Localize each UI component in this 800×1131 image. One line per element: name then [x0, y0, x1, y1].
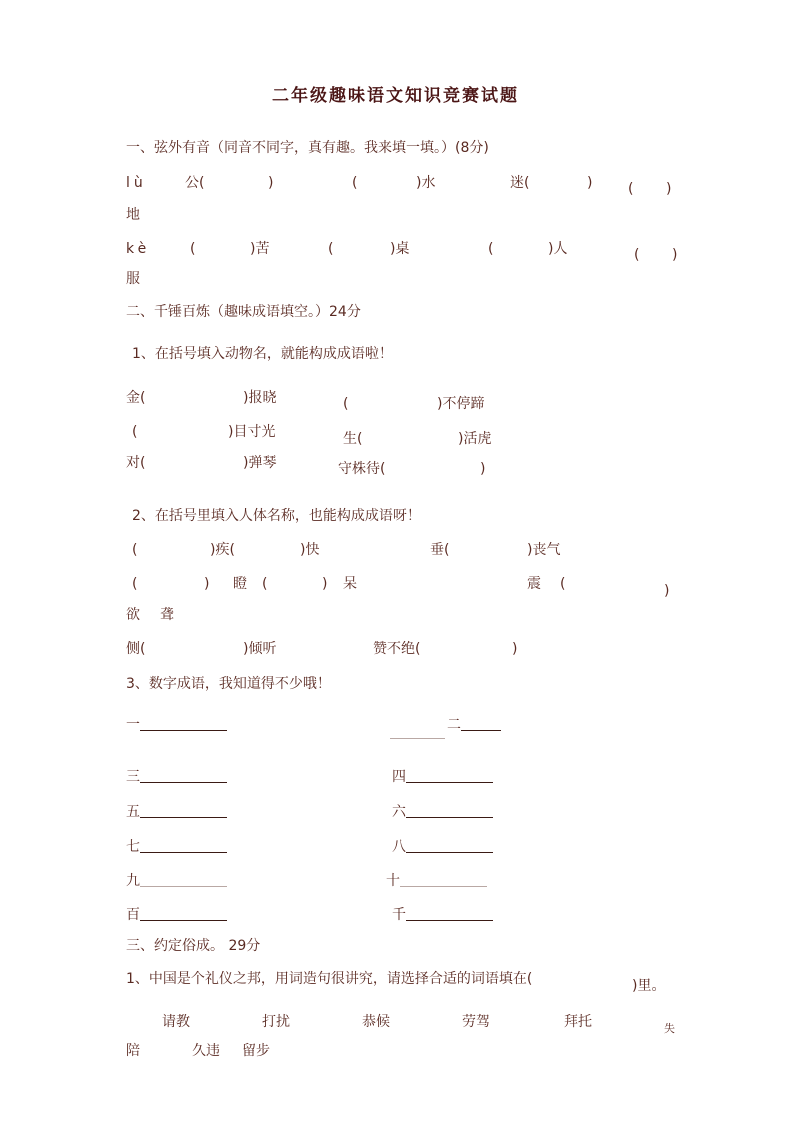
blank-close: )苦 [250, 241, 270, 257]
word-option: 失 [664, 1022, 675, 1035]
idiom-part: )弹琴 [243, 455, 277, 471]
word-fragment: 地 [126, 207, 140, 223]
idiom-part: ) [322, 576, 328, 592]
word-option: 拜托 [564, 1014, 592, 1030]
blank-open: 公( [185, 175, 205, 191]
question-3-1-prompt-end: )里。 [632, 978, 666, 994]
idiom-part: 欲 [126, 607, 140, 623]
number-idiom-label: 九 [126, 873, 140, 889]
question-2-3-prompt: 3、数字成语，我知道得不少哦！ [126, 676, 331, 692]
answer-line[interactable] [406, 782, 493, 783]
number-idiom-label: 六 [392, 804, 406, 820]
idiom-part: )目寸光 [228, 424, 276, 440]
answer-line[interactable] [140, 852, 227, 853]
idiom-part: 守株待( [338, 461, 386, 477]
word-option: 劳驾 [462, 1014, 490, 1030]
blank-open: ( [352, 175, 358, 191]
word-option: 陪 [126, 1043, 140, 1059]
blank-open: ( [328, 241, 334, 257]
answer-line[interactable] [140, 782, 227, 783]
section-3-heading: 三、约定俗成。 29分 [126, 938, 261, 954]
blank-close: ) [672, 247, 678, 263]
idiom-part: 金( [126, 390, 146, 406]
pinyin-lu: lù [126, 175, 147, 191]
idiom-part: 对( [126, 455, 146, 471]
number-idiom-label: 千 [392, 907, 406, 923]
number-idiom-label: 百 [126, 907, 140, 923]
idiom-part: ) [480, 461, 486, 477]
blank-close: ) [587, 175, 593, 191]
idiom-part: ) [204, 576, 210, 592]
idiom-part: )不停蹄 [437, 396, 485, 412]
idiom-part: ( [343, 396, 349, 412]
word-option: 打扰 [262, 1014, 290, 1030]
idiom-part: ( [132, 576, 138, 592]
answer-line[interactable] [390, 738, 445, 739]
question-2-2-prompt: 2、在括号里填入人体名称，也能构成成语呀！ [132, 508, 421, 524]
idiom-part: )丧气 [527, 542, 561, 558]
number-idiom-label: 三 [126, 769, 140, 785]
blank-close: ) [666, 181, 672, 197]
idiom-part: )报晓 [243, 390, 277, 406]
blank-close: )水 [416, 175, 436, 191]
idiom-part: 呆 [343, 576, 357, 592]
idiom-part: )倾听 [243, 641, 277, 657]
idiom-part: 瞪 [233, 576, 247, 592]
idiom-part: ( [560, 576, 566, 592]
pinyin-ke: kè [126, 241, 151, 257]
idiom-part: 聋 [160, 607, 174, 623]
question-3-1-prompt: 1、中国是个礼仪之邦，用词造句很讲究，请选择合适的词语填在( [126, 971, 533, 987]
answer-line[interactable] [461, 730, 501, 731]
blank-open: ( [190, 241, 196, 257]
idiom-part: ( [132, 424, 138, 440]
number-idiom-label: 十 [386, 873, 400, 889]
question-2-1-prompt: 1、在括号填入动物名，就能构成成语啦！ [132, 346, 393, 362]
idiom-part: 赞不绝( [373, 641, 421, 657]
answer-line[interactable] [400, 886, 487, 887]
section-2-heading: 二、千锤百炼（趣味成语填空。）24分 [126, 304, 361, 320]
answer-line[interactable] [406, 920, 493, 921]
blank-close: )桌 [390, 241, 410, 257]
idiom-part: ( [262, 576, 268, 592]
idiom-part: 生( [343, 431, 363, 447]
answer-line[interactable] [140, 817, 227, 818]
word-option: 请教 [162, 1014, 190, 1030]
number-idiom-label: 二 [447, 717, 461, 733]
idiom-part: ) [664, 583, 670, 599]
answer-line[interactable] [140, 920, 227, 921]
number-idiom-label: 八 [392, 839, 406, 855]
answer-line[interactable] [140, 730, 227, 731]
idiom-part: ( [132, 542, 138, 558]
word-option: 久违 [192, 1043, 220, 1059]
number-idiom-label: 五 [126, 804, 140, 820]
idiom-part: 震 [527, 576, 541, 592]
answer-line[interactable] [140, 886, 227, 887]
word-option: 恭候 [362, 1014, 390, 1030]
blank-open: 迷( [510, 175, 530, 191]
number-idiom-label: 七 [126, 839, 140, 855]
blank-open: ( [628, 181, 634, 197]
idiom-part: )活虎 [458, 431, 492, 447]
word-option: 留步 [242, 1043, 270, 1059]
word-fragment: 服 [126, 271, 140, 287]
number-idiom-label: 一 [126, 717, 140, 733]
idiom-part: ) [512, 641, 518, 657]
blank-open: ( [634, 247, 640, 263]
idiom-part: )快 [300, 542, 320, 558]
page-title: 二年级趣味语文知识竞赛试题 [272, 86, 519, 106]
answer-line[interactable] [406, 817, 493, 818]
idiom-part: 侧( [126, 641, 146, 657]
section-1-heading: 一、弦外有音（同音不同字，真有趣。我来填一填。）(8分) [126, 140, 489, 156]
blank-close: )人 [548, 241, 568, 257]
answer-line[interactable] [406, 852, 493, 853]
number-idiom-label: 四 [392, 769, 406, 785]
idiom-part: 垂( [430, 542, 450, 558]
blank-close: ) [268, 175, 274, 191]
idiom-part: )疾( [210, 542, 235, 558]
blank-open: ( [488, 241, 494, 257]
